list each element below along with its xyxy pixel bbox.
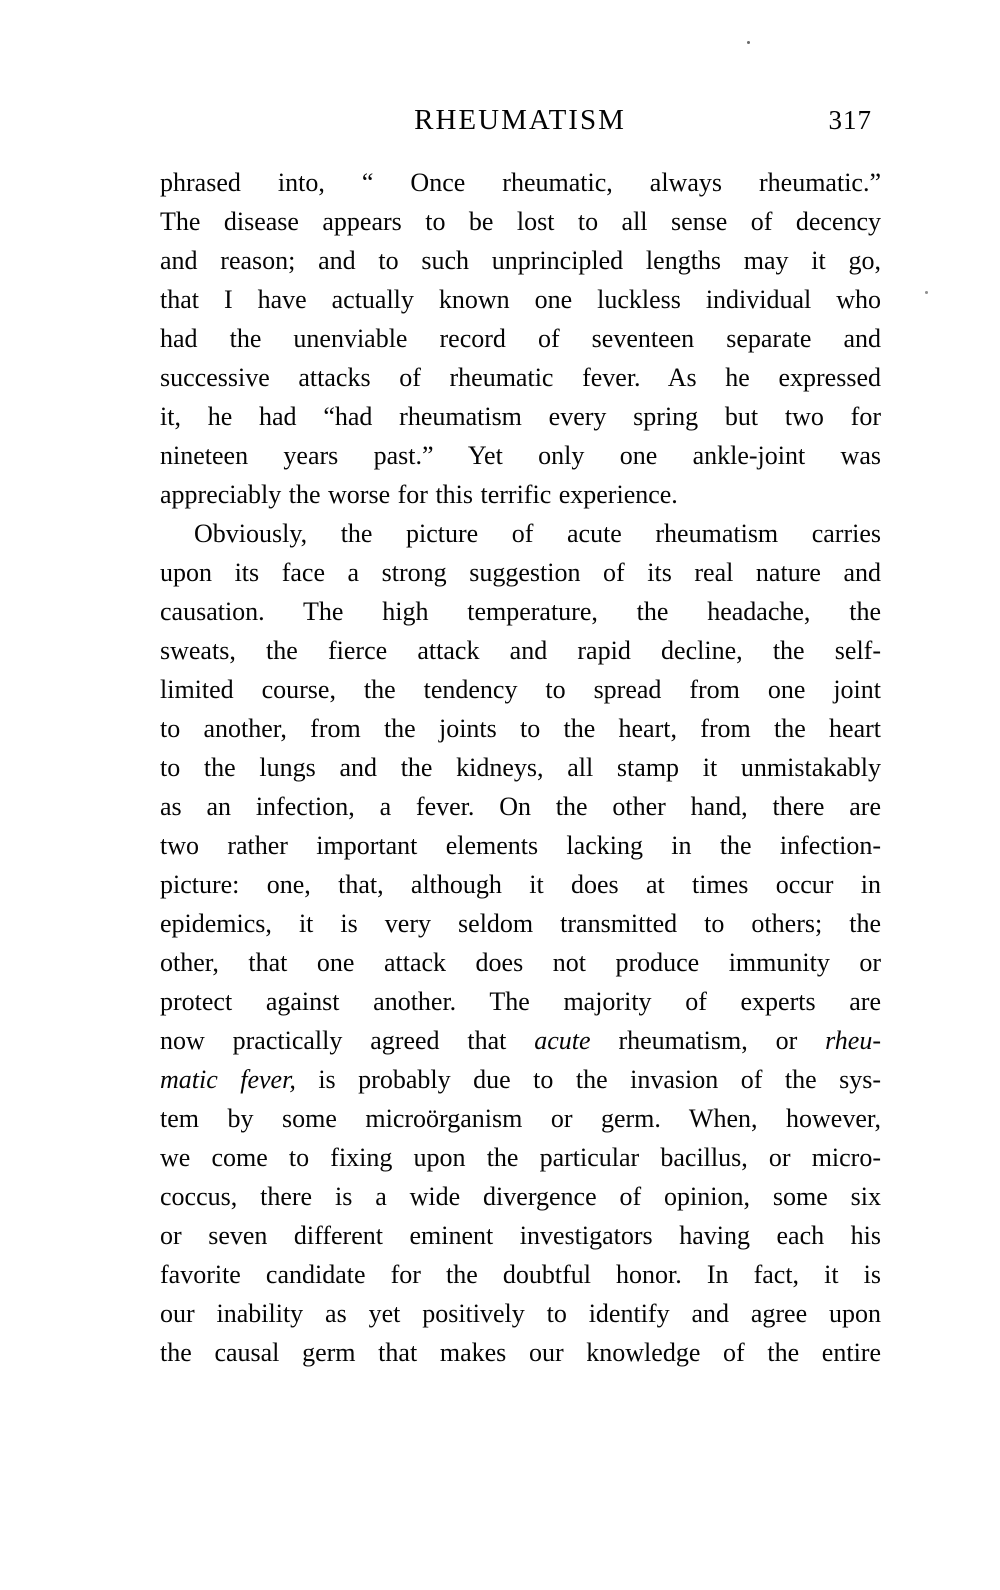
text-segment: limited course, the tendency to spread from one joint: [160, 675, 881, 704]
text-segment: causation. The high temperature, the headache, the: [160, 597, 881, 626]
text-segment: other, that one attack does not produce immunity or: [160, 948, 881, 977]
page-title: RHEUMATISM: [414, 104, 626, 136]
text-line: [160, 202, 881, 241]
text-line: [160, 787, 881, 826]
text-line: [160, 592, 881, 631]
text-segment: two rather important elements lacking in the infection-: [160, 831, 881, 860]
text-line: [160, 1333, 881, 1372]
text-line: [160, 358, 881, 397]
text-segment: our inability as yet positively to identify and agree upon: [160, 1299, 881, 1328]
text-segment: we come to fixing upon the particular bacillus, or micro-: [160, 1143, 881, 1172]
text-segment: successive attacks of rheumatic fever. As he expressed: [160, 363, 881, 392]
text-segment: favorite candidate for the doubtful honor. In fact, it is: [160, 1260, 881, 1289]
text-line: [160, 670, 881, 709]
text-segment: sweats, the fierce attack and rapid decline, the self-: [160, 636, 881, 665]
text-line: [160, 748, 881, 787]
text-line: [160, 982, 881, 1021]
text-line: [160, 241, 881, 280]
text-line: [160, 709, 881, 748]
text-line: [160, 1216, 881, 1255]
text-segment: the causal germ that makes our knowledge of the entire: [160, 1338, 881, 1367]
text-segment: The disease appears to be lost to all sense of decency: [160, 207, 881, 236]
text-segment: as an infection, a fever. On the other hand, there are: [160, 792, 881, 821]
text-segment: rheumatism, or: [590, 1026, 826, 1055]
text-segment: it, he had “had rheumatism every spring but two for: [160, 402, 881, 431]
text-line: [160, 865, 881, 904]
text-segment: epidemics, it is very seldom transmitted to others; the: [160, 909, 881, 938]
ink-speck-icon: [925, 291, 928, 294]
text-line: [160, 319, 881, 358]
italic-text: rheu-: [825, 1026, 881, 1055]
text-line: [160, 1021, 881, 1060]
italic-text: acute: [534, 1026, 591, 1055]
text-line: [160, 943, 881, 982]
text-line: [160, 163, 881, 202]
text-line: [160, 1099, 881, 1138]
text-segment: picture: one, that, although it does at times occur in: [160, 870, 881, 899]
text-segment: now practically agreed that: [160, 1026, 535, 1055]
text-line: [160, 280, 881, 319]
text-segment: appreciably the worse for this terrific experience.: [160, 480, 678, 509]
text-segment: to another, from the joints to the heart, from the heart: [160, 714, 881, 743]
text-line: [160, 631, 881, 670]
paragraph: [160, 514, 881, 1372]
text-line: [160, 1177, 881, 1216]
ink-speck-icon: [747, 41, 750, 44]
text-segment: Obviously, the picture of acute rheumatism carries: [194, 519, 881, 548]
text-line: [160, 397, 881, 436]
text-segment: or seven different eminent investigators having each his: [160, 1221, 881, 1250]
text-line: [160, 553, 881, 592]
text-line: [160, 1294, 881, 1333]
text-segment: tem by some microörganism or germ. When, however,: [160, 1104, 881, 1133]
text-segment: is probably due to the invasion of the sys-: [295, 1065, 882, 1094]
running-head: [160, 103, 880, 137]
text-line: [160, 436, 881, 475]
text-segment: had the unenviable record of seventeen separate and: [160, 324, 881, 353]
text-segment: that I have actually known one luckless individual who: [160, 285, 881, 314]
text-line: [160, 514, 881, 553]
text-block: [160, 163, 881, 1372]
text-segment: and reason; and to such unprincipled lengths may it go,: [160, 246, 881, 275]
text-line: [160, 826, 881, 865]
page-number: 317: [828, 105, 872, 135]
text-line: [160, 1138, 881, 1177]
text-line: [160, 904, 881, 943]
text-segment: protect against another. The majority of experts are: [160, 987, 881, 1016]
italic-text: matic fever,: [160, 1065, 296, 1094]
text-segment: upon its face a strong suggestion of its real nature and: [160, 558, 881, 587]
text-line: [160, 475, 881, 514]
text-segment: coccus, there is a wide divergence of opinion, some six: [160, 1182, 881, 1211]
text-line: [160, 1255, 881, 1294]
text-segment: nineteen years past.” Yet only one ankle-joint was: [160, 441, 881, 470]
text-segment: to the lungs and the kidneys, all stamp it unmistakably: [160, 753, 881, 782]
paragraph: [160, 163, 881, 514]
text-line: [160, 1060, 881, 1099]
text-segment: phrased into, “ Once rheumatic, always rheumatic.”: [160, 168, 881, 197]
